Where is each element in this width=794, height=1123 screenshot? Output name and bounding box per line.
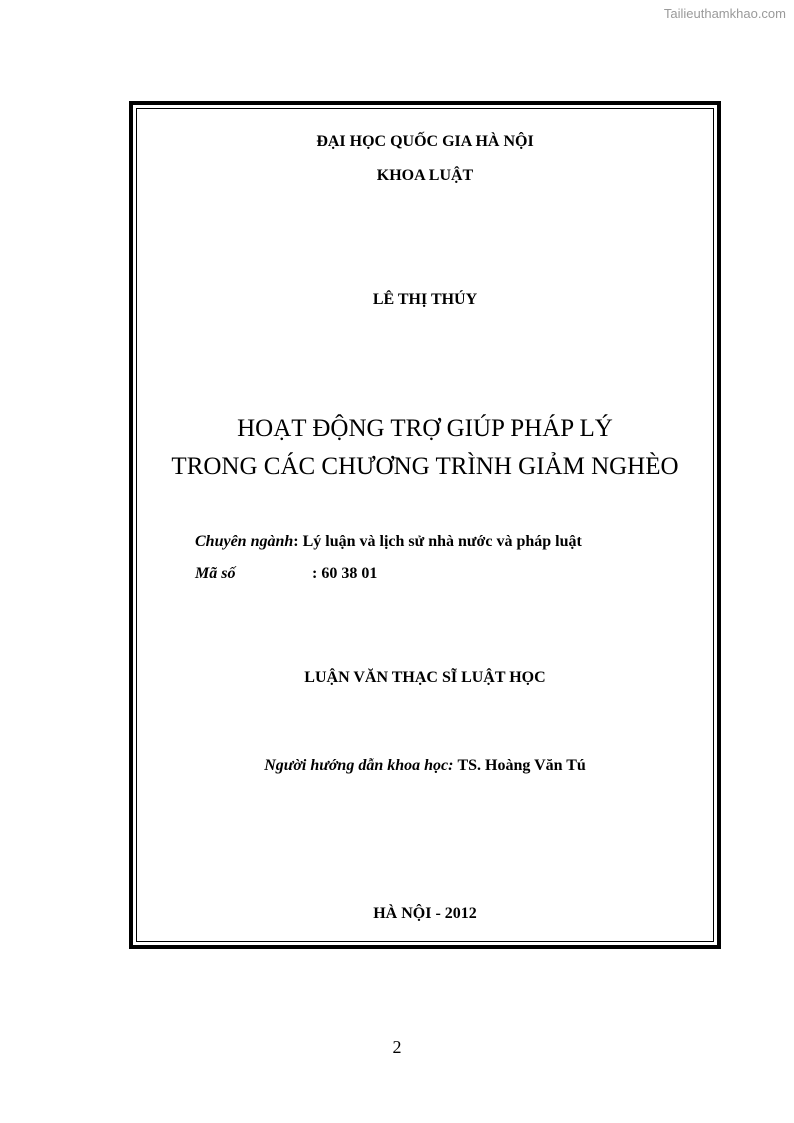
- specialization-row: [195, 533, 582, 551]
- cover-frame-inner: [136, 108, 714, 942]
- watermark-text: Tailieuthamkhao.com: [663, 6, 786, 21]
- degree-title: LUẬN VĂN THẠC SĨ LUẬT HỌC: [304, 669, 546, 686]
- cover-frame: [129, 101, 721, 949]
- author-name: LÊ THỊ THÚY: [372, 291, 478, 308]
- code-row: [195, 565, 377, 583]
- thesis-title-line-1: HOẠT ĐỘNG TRỢ GIÚP PHÁP LÝ: [237, 415, 613, 442]
- place-year: HÀ NỘI - 2012: [373, 905, 477, 922]
- thesis-title-line-2: TRONG CÁC CHƯƠNG TRÌNH GIẢM NGHÈO: [171, 453, 679, 480]
- specialization-label: Chuyên ngành: [195, 533, 294, 550]
- university-name: ĐẠI HỌC QUỐC GIA HÀ NỘI: [316, 133, 534, 150]
- advisor-name: TS. Hoàng Văn Tú: [457, 757, 586, 774]
- advisor-row: [133, 757, 717, 775]
- faculty-name: KHOA LUẬT: [376, 167, 474, 184]
- code-label: Mã số: [195, 565, 236, 582]
- advisor-label: Người hướng dẫn khoa học:: [264, 757, 454, 774]
- code-value: : 60 38 01: [312, 565, 378, 582]
- page-number: 2: [392, 1037, 402, 1057]
- specialization-value: : Lý luận và lịch sử nhà nước và pháp luật: [293, 533, 582, 550]
